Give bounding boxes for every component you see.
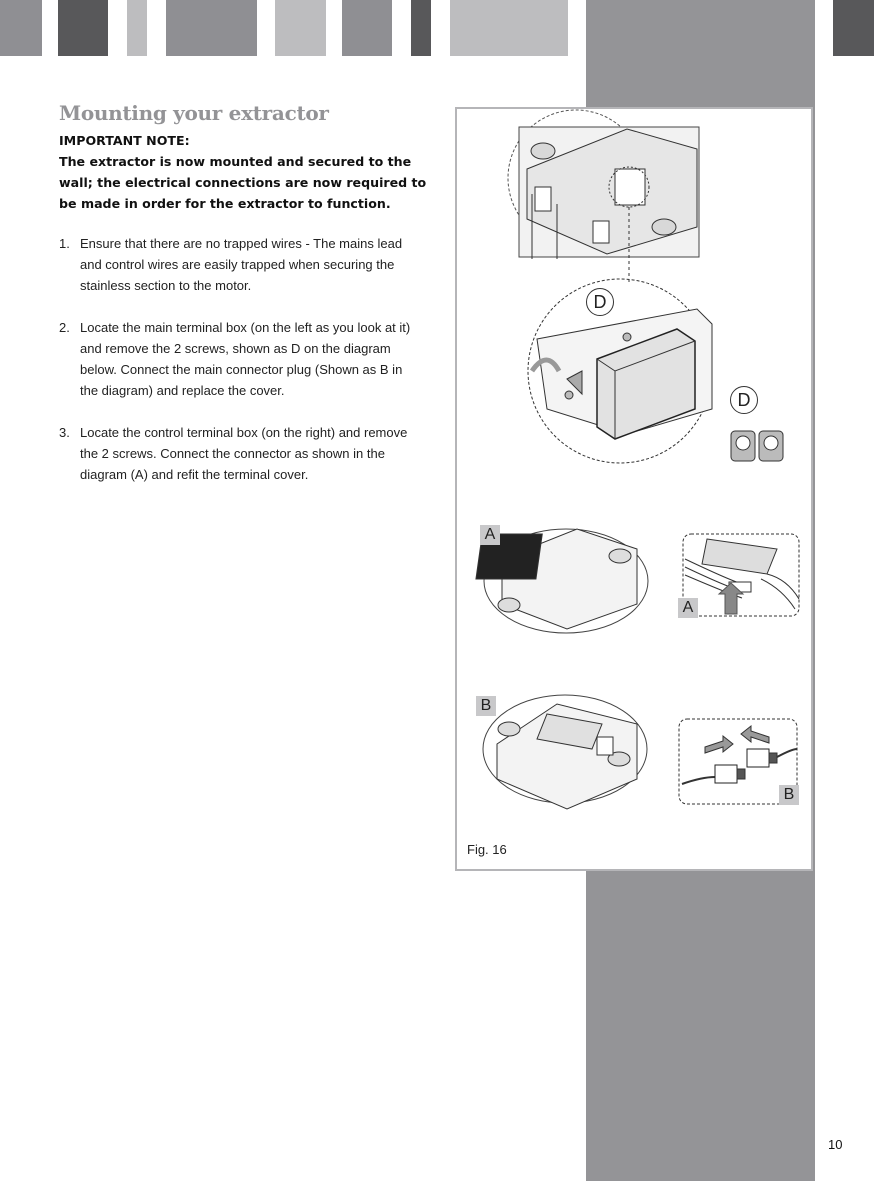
header-bar (127, 0, 147, 56)
important-note-label: IMPORTANT NOTE: (59, 133, 190, 148)
step-number: 1. (59, 236, 70, 251)
page-title: Mounting your extractor (59, 101, 329, 125)
header-bar (58, 0, 108, 56)
figure-caption: Fig. 16 (467, 842, 507, 857)
label-b-detail: B (779, 785, 799, 805)
header-bar (411, 0, 431, 56)
figure-panel (455, 107, 813, 871)
instruction-step (59, 422, 419, 485)
instruction-list (59, 233, 419, 506)
step-number: 2. (59, 320, 70, 335)
connection-a-view (476, 529, 648, 633)
instruction-step (59, 233, 419, 296)
page-number: 10 (828, 1137, 843, 1152)
label-a-detail: A (678, 598, 698, 618)
label-d-screws: D (730, 386, 758, 414)
header-bar (275, 0, 326, 56)
instruction-step (59, 317, 419, 401)
header-bar (0, 0, 42, 56)
screws-d (731, 431, 783, 461)
important-note (59, 130, 429, 214)
connection-a-detail (683, 534, 799, 616)
terminal-box-magnified (528, 279, 712, 463)
step-number: 3. (59, 425, 70, 440)
extractor-top-view (508, 110, 699, 259)
header-tab (833, 0, 874, 56)
connection-b-view (483, 695, 647, 809)
label-d-top: D (586, 288, 614, 316)
header-bar (342, 0, 392, 56)
step-text: Locate the main terminal box (on the left as you look at it) and remove the 2 screws, shown as D on the diagram below. Connect the main connector plug (Shown as B in the diagram) and replace the cover. (80, 320, 411, 398)
label-b-view: B (476, 696, 496, 716)
header-bar (166, 0, 257, 56)
important-note-text: The extractor is now mounted and secured to the wall; the electrical connections are now required to be made in order for the extractor to function. (59, 154, 427, 211)
label-a-view: A (480, 525, 500, 545)
step-text: Locate the control terminal box (on the right) and remove the 2 screws. Connect the connector as shown in the diagram (A) and refit the terminal cover. (80, 425, 408, 482)
header-bar (450, 0, 568, 56)
installation-diagram (457, 109, 811, 869)
step-text: Ensure that there are no trapped wires - The mains lead and control wires are easily trapped when securing the stainless section to the motor. (80, 236, 403, 293)
